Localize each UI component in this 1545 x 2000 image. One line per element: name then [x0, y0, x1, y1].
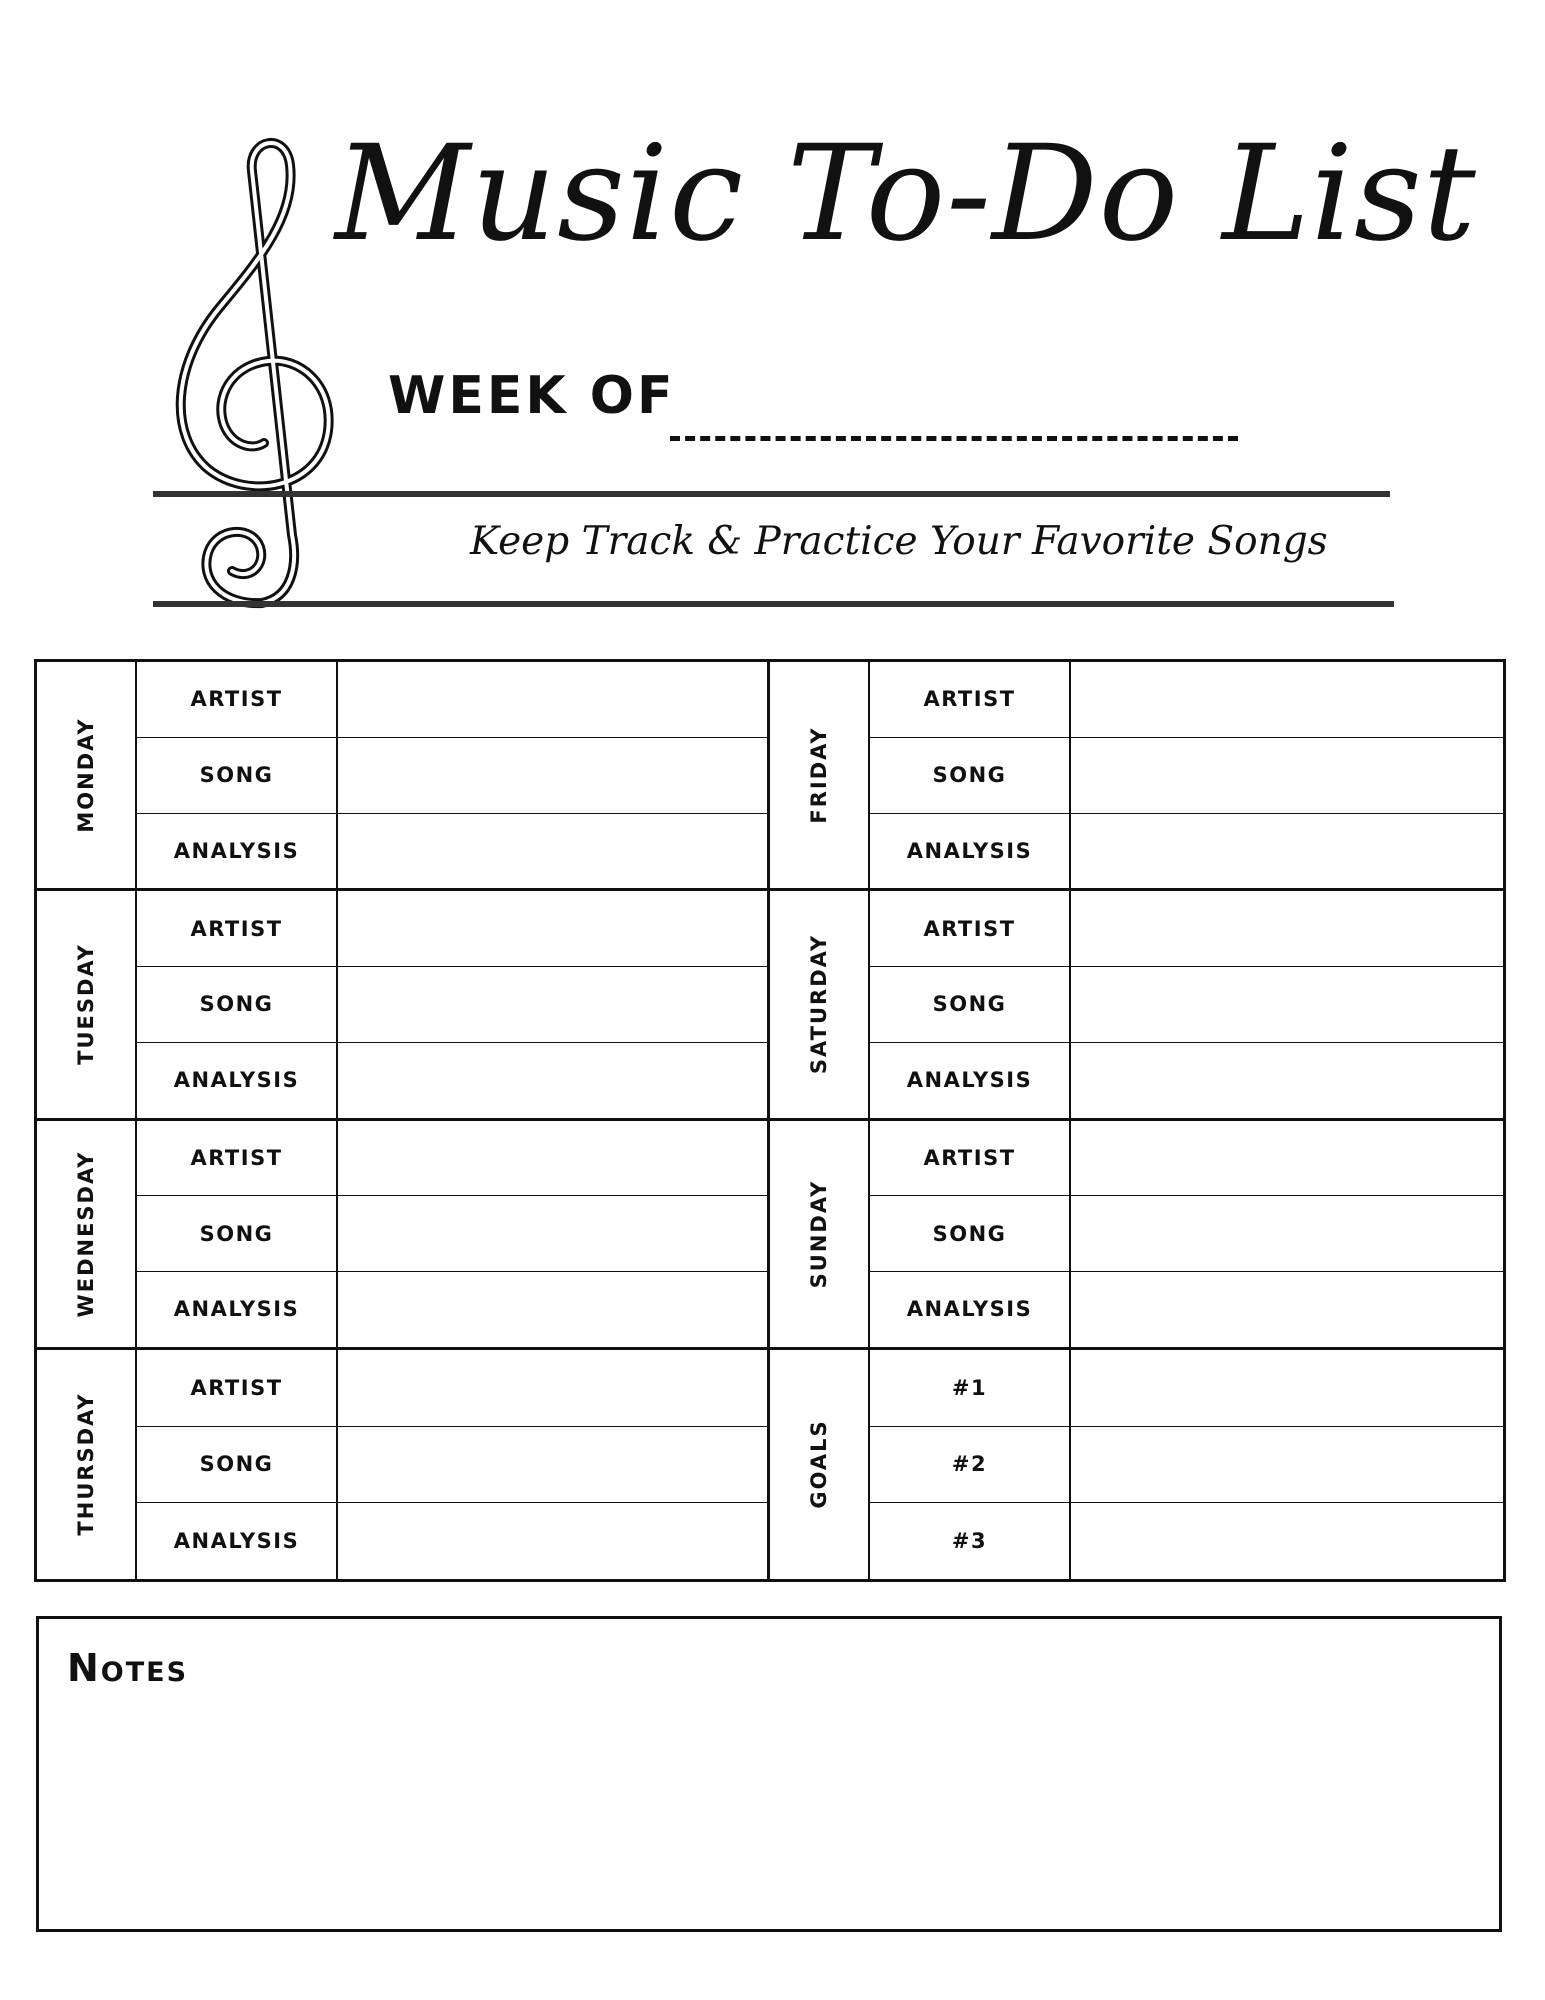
- table-row: [137, 891, 767, 967]
- row-label: ARTIST: [137, 1350, 338, 1426]
- entry-field[interactable]: [338, 662, 767, 737]
- day-rows: [137, 891, 767, 1117]
- row-label: ANALYSIS: [137, 1043, 338, 1118]
- table-row: [870, 967, 1503, 1043]
- table-row: [137, 1121, 767, 1197]
- day-block-sunday: [770, 1121, 1503, 1350]
- day-cell: [37, 662, 137, 888]
- entry-field[interactable]: [338, 1043, 767, 1118]
- row-label: ANALYSIS: [137, 814, 338, 889]
- page-subtitle: Keep Track & Practice Your Favorite Songs: [470, 519, 1328, 564]
- entry-field[interactable]: [338, 1350, 767, 1426]
- row-label: ANALYSIS: [137, 1272, 338, 1347]
- entry-field[interactable]: [338, 1196, 767, 1271]
- goal-number: #1: [870, 1350, 1071, 1426]
- day-block-saturday: [770, 891, 1503, 1120]
- table-row: [137, 1350, 767, 1427]
- day-rows: [137, 1350, 767, 1579]
- table-row: [870, 1427, 1503, 1504]
- day-cell: [770, 891, 870, 1117]
- row-label: ANALYSIS: [137, 1503, 338, 1579]
- table-row: [870, 1350, 1503, 1427]
- entry-field[interactable]: [338, 967, 767, 1042]
- entry-field[interactable]: [1071, 1121, 1503, 1196]
- row-label: ANALYSIS: [870, 1043, 1071, 1118]
- entry-field[interactable]: [1071, 738, 1503, 813]
- day-rows: [137, 662, 767, 888]
- day-block-monday: [37, 662, 770, 891]
- row-label: ANALYSIS: [870, 814, 1071, 889]
- day-block-wednesday: [37, 1121, 770, 1350]
- table-row: [137, 967, 767, 1043]
- row-label: ANALYSIS: [870, 1272, 1071, 1347]
- treble-clef-icon: [160, 135, 350, 610]
- row-label: SONG: [870, 967, 1071, 1042]
- day-label: THURSDAY: [74, 1392, 98, 1536]
- table-row: [870, 1121, 1503, 1197]
- day-block-tuesday: [37, 891, 770, 1120]
- day-rows: [870, 891, 1503, 1117]
- table-row: [137, 1503, 767, 1579]
- entry-field[interactable]: [1071, 967, 1503, 1042]
- header-rule-top: [153, 491, 1390, 497]
- notes-title: Notes: [67, 1646, 189, 1690]
- day-block-thursday: [37, 1350, 770, 1579]
- table-row: [870, 662, 1503, 738]
- day-cell: [37, 1121, 137, 1347]
- day-label: WEDNESDAY: [74, 1150, 98, 1318]
- day-block-friday: [770, 662, 1503, 891]
- table-row: [870, 1043, 1503, 1118]
- goal-field[interactable]: [1071, 1427, 1503, 1503]
- row-label: ARTIST: [870, 1121, 1071, 1196]
- entry-field[interactable]: [338, 738, 767, 813]
- schedule-grid: [34, 659, 1506, 1582]
- entry-field[interactable]: [338, 1272, 767, 1347]
- row-label: ARTIST: [137, 1121, 338, 1196]
- day-cell: [37, 1350, 137, 1579]
- goal-field[interactable]: [1071, 1350, 1503, 1426]
- entry-field[interactable]: [1071, 662, 1503, 737]
- week-of-field[interactable]: [670, 436, 1238, 441]
- table-row: [137, 738, 767, 814]
- row-label: ARTIST: [870, 662, 1071, 737]
- goals-label: GOALS: [807, 1419, 831, 1510]
- notes-box: [36, 1616, 1502, 1932]
- day-label: SUNDAY: [807, 1179, 831, 1288]
- day-rows: [870, 1121, 1503, 1347]
- row-label: ARTIST: [137, 891, 338, 966]
- goal-number: #3: [870, 1503, 1071, 1579]
- day-rows: [137, 1121, 767, 1347]
- table-row: [870, 891, 1503, 967]
- entry-field[interactable]: [1071, 1043, 1503, 1118]
- table-row: [137, 814, 767, 889]
- row-label: SONG: [137, 738, 338, 813]
- entry-field[interactable]: [1071, 1196, 1503, 1271]
- table-row: [870, 738, 1503, 814]
- entry-field[interactable]: [338, 1503, 767, 1579]
- day-cell: [37, 891, 137, 1117]
- day-label: FRIDAY: [807, 726, 831, 824]
- entry-field[interactable]: [338, 814, 767, 889]
- row-label: SONG: [137, 967, 338, 1042]
- table-row: [870, 1272, 1503, 1347]
- row-label: SONG: [137, 1427, 338, 1503]
- row-label: SONG: [870, 738, 1071, 813]
- table-row: [137, 1043, 767, 1118]
- day-label: MONDAY: [74, 717, 98, 833]
- goals-block: [770, 1350, 1503, 1579]
- day-label: TUESDAY: [74, 943, 98, 1066]
- day-label: SATURDAY: [807, 934, 831, 1075]
- entry-field[interactable]: [338, 891, 767, 966]
- entry-field[interactable]: [1071, 891, 1503, 966]
- table-row: [137, 1272, 767, 1347]
- table-row: [137, 1196, 767, 1272]
- table-row: [137, 1427, 767, 1504]
- day-cell: [770, 1121, 870, 1347]
- table-row: [870, 1196, 1503, 1272]
- row-label: SONG: [137, 1196, 338, 1271]
- entry-field[interactable]: [338, 1121, 767, 1196]
- entry-field[interactable]: [338, 1427, 767, 1503]
- page-title: Music To-Do List: [335, 117, 1477, 271]
- day-cell: [770, 1350, 870, 1579]
- entry-field[interactable]: [1071, 814, 1503, 889]
- table-row: [870, 1503, 1503, 1579]
- row-label: SONG: [870, 1196, 1071, 1271]
- goal-field[interactable]: [1071, 1503, 1503, 1579]
- table-row: [137, 662, 767, 738]
- week-of-label: WEEK OF: [388, 366, 676, 426]
- day-cell: [770, 662, 870, 888]
- entry-field[interactable]: [1071, 1272, 1503, 1347]
- row-label: ARTIST: [870, 891, 1071, 966]
- notes-field[interactable]: [39, 1709, 1499, 1929]
- table-row: [870, 814, 1503, 889]
- day-rows: [870, 662, 1503, 888]
- goal-number: #2: [870, 1427, 1071, 1503]
- header-rule-bottom: [153, 601, 1394, 607]
- goal-rows: [870, 1350, 1503, 1579]
- row-label: ARTIST: [137, 662, 338, 737]
